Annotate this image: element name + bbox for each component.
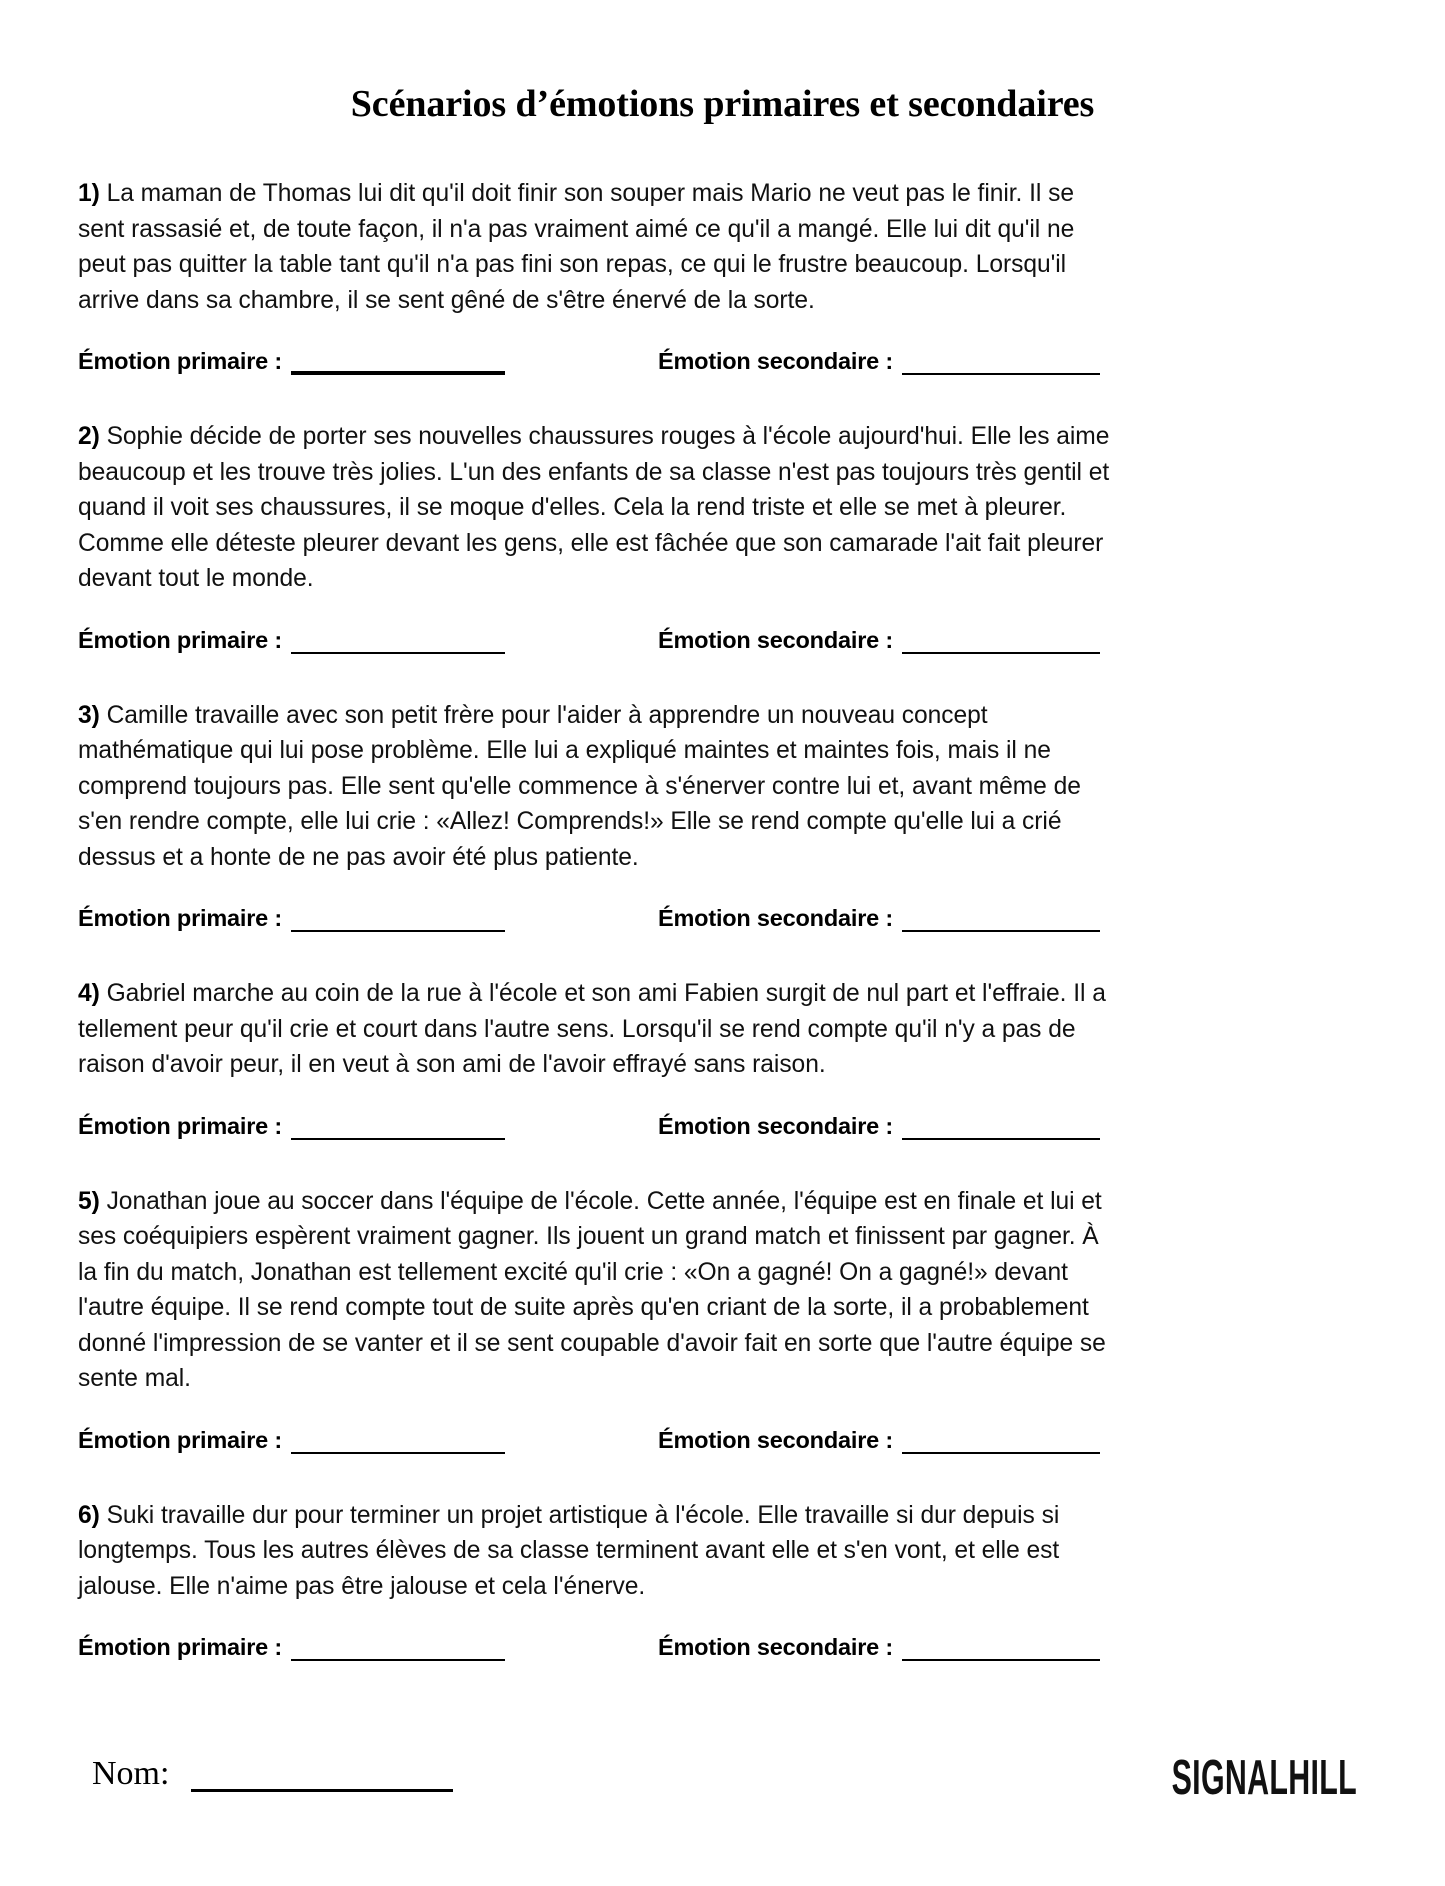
primary-emotion-field	[78, 627, 658, 654]
primary-emotion-label: Émotion primaire :	[78, 1426, 283, 1453]
primary-emotion-field	[78, 1634, 658, 1661]
answer-row	[78, 1427, 1123, 1454]
scenario-number: 3)	[78, 701, 100, 729]
scenario-paragraph: Suki travaille dur pour terminer un projet artistique à l'école. Elle travaille si dur depuis si longtemps. Tous les autres élèves de sa classe terminent avant elle et s'en vont, et elle est jalouse. Elle n'aime pas être jalouse et cela l'énerve.	[78, 1501, 1060, 1600]
primary-emotion-label: Émotion primaire :	[78, 1634, 283, 1660]
page-footer	[78, 1700, 1367, 1810]
scenario-number: 2)	[78, 423, 100, 450]
name-label: Nom:	[92, 1755, 170, 1792]
primary-emotion-blank[interactable]	[291, 1116, 505, 1140]
scenario-paragraph: Jonathan joue au soccer dans l'équipe de l'école. Cette année, l'équipe est en finale et lui et ses coéquipiers espèrent vraiment gagner. Ils jouent un grand match et finissent par gagner. À la fin du match, Jonathan est tellement excité qu'il crie : «On a gagné! On a gagné!» devant l'autre équipe. Il se rend compte tout de suite après qu'en criant de la sorte, il a probablement donné l'impression de se vanter et il se sent coupable d'avoir fait en sorte que l'autre équipe se sente mal.	[78, 1187, 1106, 1392]
primary-emotion-field	[78, 905, 658, 932]
scenario-number: 6)	[78, 1501, 100, 1529]
secondary-emotion-field	[658, 1634, 1123, 1661]
scenario-number: 1)	[78, 180, 100, 207]
secondary-emotion-field	[658, 1113, 1123, 1140]
secondary-emotion-blank[interactable]	[902, 908, 1100, 932]
primary-emotion-blank[interactable]	[291, 1430, 505, 1454]
scenario-item	[78, 1498, 1367, 1662]
name-blank[interactable]	[191, 1771, 453, 1792]
primary-emotion-label: Émotion primaire :	[78, 905, 283, 931]
primary-emotion-blank[interactable]	[291, 630, 505, 654]
secondary-emotion-label: Émotion secondaire :	[658, 1426, 893, 1453]
secondary-emotion-blank[interactable]	[902, 1637, 1100, 1661]
scenario-paragraph: Camille travaille avec son petit frère pour l'aider à apprendre un nouveau concept mathématique qui lui pose problème. Elle lui a expliqué maintes et maintes fois, mais il ne comprend toujours pas. Elle sent qu'elle commence à s'énerver contre lui et, avant même de s'en rendre compte, elle lui crie : «Allez! Comprends!» Elle se rend compte qu'elle lui a crié dessus et a honte de ne pas avoir été plus patiente.	[78, 701, 1081, 871]
page-title: Scénarios d’émotions primaires et secondaires	[350, 83, 1095, 125]
scenario-list	[78, 176, 1367, 1661]
scenario-text	[78, 1498, 1123, 1605]
secondary-emotion-field	[658, 1427, 1123, 1454]
secondary-emotion-blank[interactable]	[902, 1116, 1100, 1140]
secondary-emotion-field	[658, 905, 1123, 932]
secondary-emotion-label: Émotion secondaire :	[658, 1112, 893, 1139]
secondary-emotion-label: Émotion secondaire :	[658, 1634, 893, 1660]
secondary-emotion-label: Émotion secondaire :	[658, 905, 893, 931]
primary-emotion-blank[interactable]	[291, 349, 505, 375]
primary-emotion-label: Émotion primaire :	[78, 348, 283, 374]
scenario-item	[78, 176, 1367, 375]
answer-row	[78, 1113, 1123, 1140]
primary-emotion-blank[interactable]	[291, 908, 505, 932]
secondary-emotion-blank[interactable]	[902, 1430, 1100, 1454]
primary-emotion-field	[78, 348, 658, 375]
scenario-text	[78, 1184, 1123, 1397]
scenario-item	[78, 419, 1367, 654]
primary-emotion-field	[78, 1427, 658, 1454]
answer-row	[78, 627, 1123, 654]
scenario-paragraph: Gabriel marche au coin de la rue à l'école et son ami Fabien surgit de nul part et l'effraie. Il a tellement peur qu'il crie et court dans l'autre sens. Lorsqu'il se rend compte qu'il n'y a pas de raison d'avoir peur, il en veut à son ami de l'avoir effrayé sans raison.	[78, 980, 1106, 1078]
scenario-text	[78, 176, 1123, 318]
scenario-item	[78, 698, 1367, 933]
secondary-emotion-field	[658, 627, 1123, 654]
scenario-paragraph: La maman de Thomas lui dit qu'il doit finir son souper mais Mario ne veut pas le finir. Il se sent rassasié et, de toute façon, il n'a pas vraiment aimé ce qu'il a mangé. Elle lui dit qu'il ne peut pas quitter la table tant qu'il n'a pas fini son repas, ce qui le frustre beaucoup. Lorsqu'il arrive dans sa chambre, il se sent gêné de s'être énervé de la sorte.	[78, 180, 1075, 314]
scenario-text	[78, 976, 1123, 1083]
scenario-number: 5)	[78, 1187, 100, 1215]
primary-emotion-label: Émotion primaire :	[78, 1112, 283, 1139]
primary-emotion-blank[interactable]	[291, 1637, 505, 1661]
answer-row	[78, 1634, 1123, 1661]
signalhill-logo: SIGNALHILL	[1171, 1751, 1357, 1805]
scenario-text	[78, 419, 1123, 597]
scenario-paragraph: Sophie décide de porter ses nouvelles chaussures rouges à l'école aujourd'hui. Elle les aime beaucoup et les trouve très jolies. L'un des enfants de sa classe n'est pas toujours très gentil et quand il voit ses chaussures, il se moque d'elles. Cela la rend triste et elle se met à pleurer. Comme elle déteste pleurer devant les gens, elle est fâchée que son camarade l'ait fait pleurer devant tout le monde.	[78, 423, 1110, 592]
primary-emotion-field	[78, 1113, 658, 1140]
worksheet-content	[78, 0, 1367, 1886]
secondary-emotion-label: Émotion secondaire :	[658, 348, 893, 374]
primary-emotion-label: Émotion primaire :	[78, 626, 283, 653]
secondary-emotion-blank[interactable]	[902, 351, 1100, 375]
secondary-emotion-label: Émotion secondaire :	[658, 626, 893, 653]
answer-row	[78, 905, 1123, 932]
scenario-item	[78, 1184, 1367, 1454]
scenario-number: 4)	[78, 980, 100, 1007]
name-field	[92, 1756, 453, 1792]
answer-row	[78, 348, 1123, 375]
secondary-emotion-field	[658, 348, 1123, 375]
secondary-emotion-blank[interactable]	[902, 630, 1100, 654]
scenario-item	[78, 976, 1367, 1140]
scenario-text	[78, 698, 1123, 876]
